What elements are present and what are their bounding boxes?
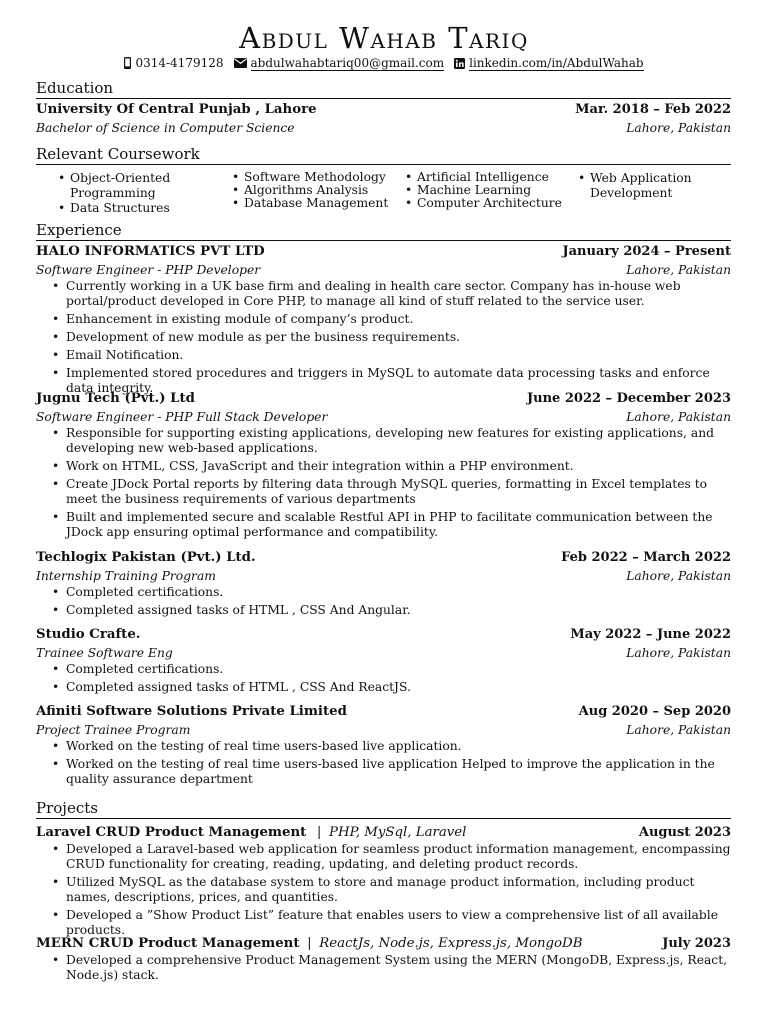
job-bullet: • Completed certifications.	[36, 585, 731, 600]
job-location: Lahore, Pakistan	[626, 569, 731, 583]
job-location: Lahore, Pakistan	[626, 723, 731, 737]
job-bullet: • Create JDock Portal reports by filtering data through MySQL queries, formatting in Excel templates to meet the business requirements of various departments	[36, 477, 731, 507]
project-entry	[36, 935, 731, 983]
job-bullet: • Development of new module as per the business requirements.	[36, 330, 731, 345]
job-bullet: • Built and implemented secure and scalable Restful API in PHP to facilitate communication between the JDock app ensuring optimal performance and compatibility.	[36, 510, 731, 540]
job-bullet: • Currently working in a UK base firm and dealing in health care sector. Company has in-house web portal/product developed in Core PHP, to manage all kind of stuff related to the service user.	[36, 279, 731, 309]
job-location: Lahore, Pakistan	[626, 410, 731, 424]
project-heading	[36, 935, 582, 953]
education-dates: Mar. 2018 – Feb 2022	[575, 102, 731, 117]
envelope-icon	[234, 58, 247, 68]
project-separator: |	[307, 936, 312, 951]
job-dates: June 2022 – December 2023	[527, 391, 731, 406]
job-role: Software Engineer - PHP Full Stack Developer	[36, 410, 328, 424]
job-dates: Aug 2020 – Sep 2020	[578, 704, 731, 719]
job-bullet: • Worked on the testing of real time users-based live application.	[36, 739, 731, 754]
coursework-column-2	[230, 171, 400, 210]
job-bullet: • Enhancement in existing module of company’s product.	[36, 312, 731, 327]
school-name: University Of Central Punjab , Lahore	[36, 102, 317, 117]
company-name: Studio Crafte.	[36, 627, 141, 642]
job-role: Trainee Software Eng	[36, 646, 173, 660]
coursework-column-3	[403, 171, 583, 210]
job-bullet: • Completed assigned tasks of HTML , CSS And Angular.	[36, 603, 731, 618]
job-entry	[36, 390, 731, 540]
job-location: Lahore, Pakistan	[626, 646, 731, 660]
phone-contact	[124, 55, 223, 71]
project-date: July 2023	[662, 936, 731, 951]
job-dates: May 2022 – June 2022	[570, 627, 731, 642]
company-name: Afiniti Software Solutions Private Limited	[36, 704, 347, 719]
project-bullet: • Utilized MySQL as the database system to store and manage product information, including product names, descriptions, prices, and quantities.	[36, 875, 731, 905]
company-name: Techlogix Pakistan (Pvt.) Ltd.	[36, 550, 256, 565]
contact-bar	[0, 55, 768, 71]
job-dates: January 2024 – Present	[562, 244, 731, 259]
email-contact[interactable]	[234, 56, 445, 71]
job-location: Lahore, Pakistan	[626, 263, 731, 277]
job-bullet: • Completed assigned tasks of HTML , CSS And ReactJS.	[36, 680, 731, 695]
linkedin-link[interactable]: linkedin.com/in/AbdulWahab	[469, 55, 644, 70]
project-date: August 2023	[638, 825, 731, 840]
job-entry	[36, 626, 731, 695]
job-bullet: • Responsible for supporting existing applications, developing new features for existing applications, and developing new web-based applications.	[36, 426, 731, 456]
education-location: Lahore, Pakistan	[626, 121, 731, 135]
job-bullet: • Work on HTML, CSS, JavaScript and their integration within a PHP environment.	[36, 459, 731, 474]
course-item: • Machine Learning	[403, 184, 583, 197]
job-bullet: • Worked on the testing of real time users-based live application Helped to improve the application in the quality assurance department	[36, 757, 731, 787]
coursework-section	[36, 145, 731, 215]
coursework-column-1	[56, 171, 206, 216]
projects-section	[36, 799, 731, 982]
job-role: Project Trainee Program	[36, 723, 191, 737]
project-bullet: • Developed a comprehensive Product Management System using the MERN (MongoDB, Express.js, React, Node.js) stack.	[36, 953, 731, 983]
linkedin-contact[interactable]	[454, 56, 643, 71]
email-link[interactable]: abdulwahabtariq00@gmail.com	[250, 55, 445, 70]
course-item: • Object-Oriented Programming	[56, 171, 206, 201]
project-separator: |	[316, 825, 322, 840]
phone-icon	[124, 57, 131, 69]
coursework-column-4	[576, 171, 716, 201]
course-item: • Artificial Intelligence	[403, 171, 583, 184]
company-name: Jugnu Tech (Pvt.) Ltd	[36, 391, 195, 406]
project-name: Laravel CRUD Product Management	[36, 825, 307, 840]
education-section	[36, 79, 731, 135]
course-item: • Data Structures	[56, 201, 206, 216]
project-stack: PHP, MySql, Laravel	[329, 825, 467, 840]
course-item: • Software Methodology	[230, 171, 400, 184]
project-name: MERN CRUD Product Management	[36, 936, 300, 951]
job-role: Software Engineer - PHP Developer	[36, 263, 261, 277]
section-title-projects: Projects	[36, 799, 731, 819]
degree: Bachelor of Science in Computer Science	[36, 121, 295, 135]
candidate-name: Abdul Wahab Tariq	[239, 21, 529, 55]
job-entry	[36, 703, 731, 787]
section-title-experience: Experience	[36, 221, 731, 241]
phone-number: 0314-4179128	[135, 56, 224, 70]
project-entry	[36, 824, 731, 938]
project-bullet: • Developed a Laravel-based web application for seamless product information management, encompassing CRUD functionality for creating, reading, updating, and deleting product records.	[36, 842, 731, 872]
job-entry	[36, 243, 731, 396]
linkedin-icon	[454, 58, 465, 69]
education-entry	[36, 101, 731, 137]
project-stack: ReactJs, Node.js, Express.js, MongoDB	[319, 936, 583, 951]
job-role: Internship Training Program	[36, 569, 216, 583]
course-item: • Algorithms Analysis	[230, 184, 400, 197]
course-item: • Database Management	[230, 197, 400, 210]
section-title-coursework: Relevant Coursework	[36, 145, 731, 165]
company-name: HALO INFORMATICS PVT LTD	[36, 244, 265, 259]
job-bullet: • Implemented stored procedures and triggers in MySQL to automate data processing tasks and enforce data integrity.	[36, 366, 731, 396]
section-title-education: Education	[36, 79, 731, 99]
job-bullet: • Completed certifications.	[36, 662, 731, 677]
job-entry	[36, 549, 731, 618]
course-item: • Web Application Development	[576, 171, 716, 201]
project-bullet: • Developed a ”Show Product List” feature that enables users to view a comprehensive list of all available products.	[36, 908, 731, 938]
course-item: • Computer Architecture	[403, 197, 583, 210]
job-dates: Feb 2022 – March 2022	[561, 550, 731, 565]
experience-section	[36, 221, 731, 786]
project-heading	[36, 824, 466, 842]
job-bullet: • Email Notification.	[36, 348, 731, 363]
